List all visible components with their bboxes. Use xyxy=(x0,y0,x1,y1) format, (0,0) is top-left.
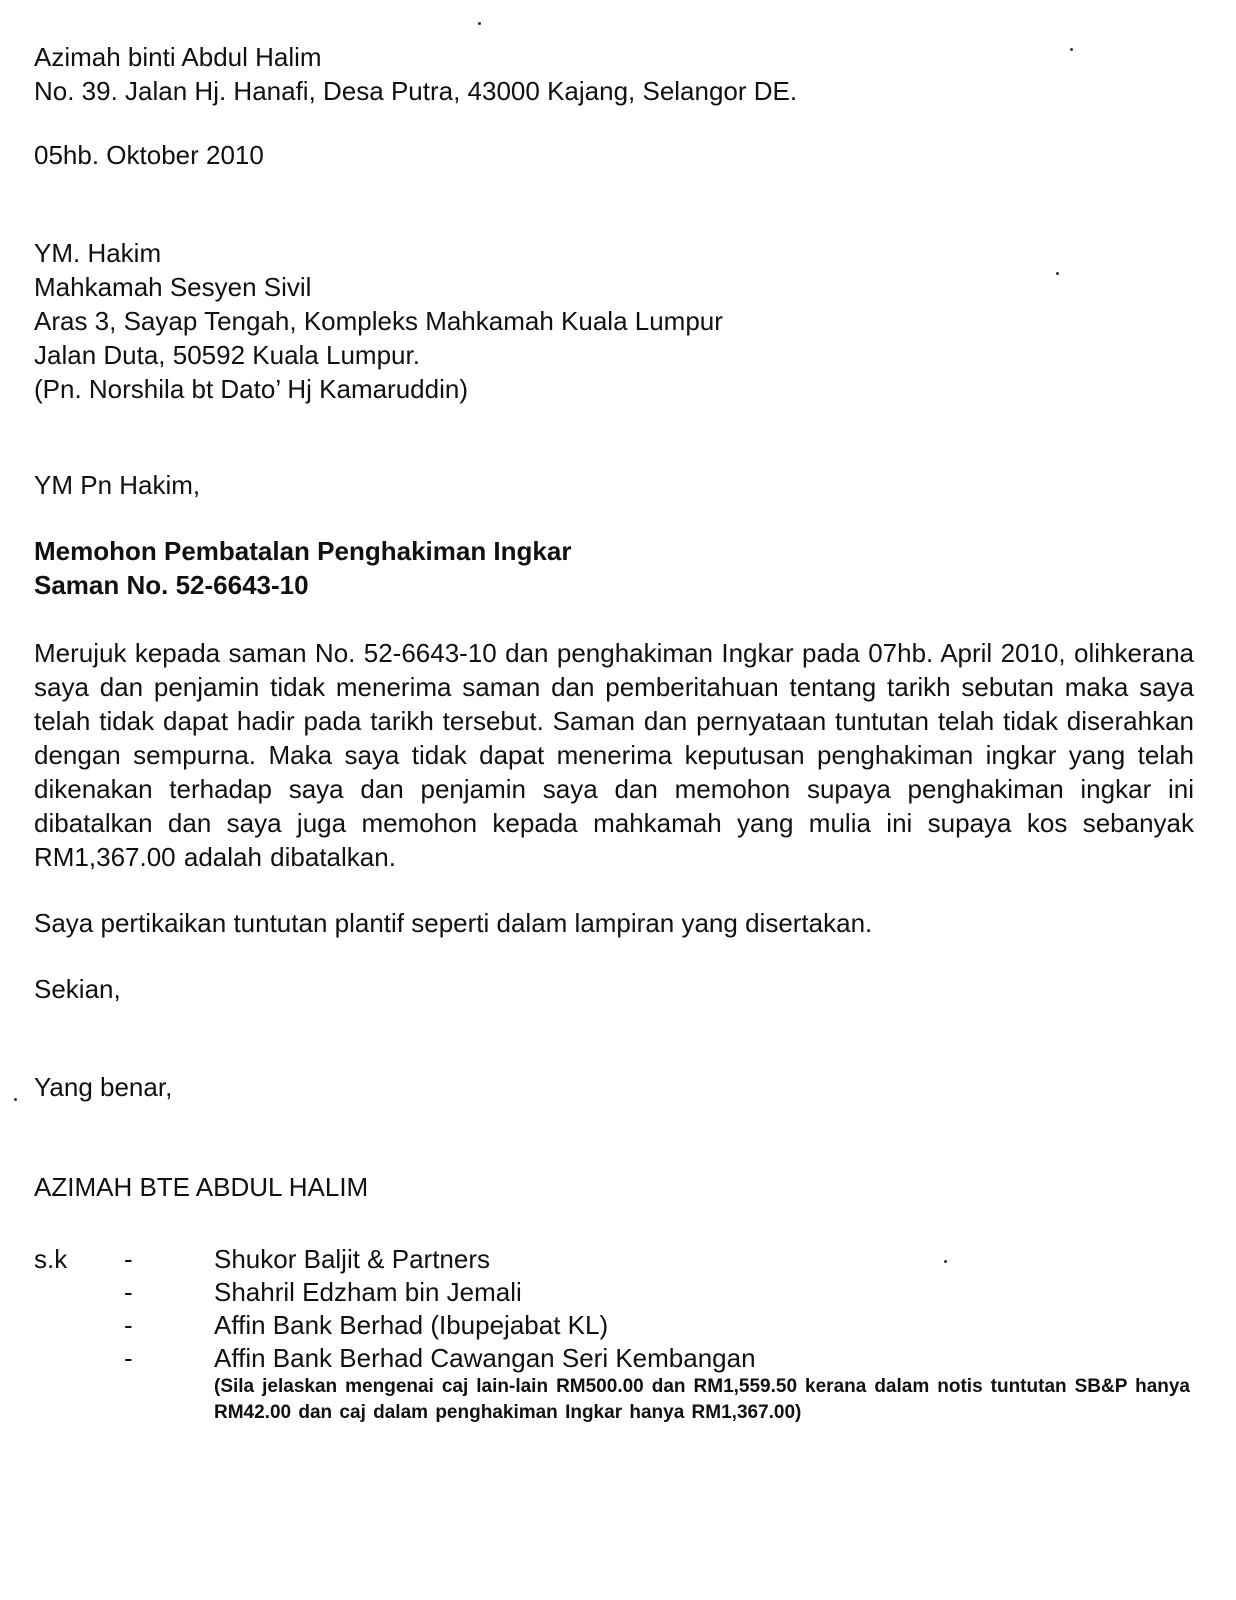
body-paragraph-1: Merujuk kepada saman No. 52-6643-10 dan penghakiman Ingkar pada 07hb. April 2010, olihkerana saya dan penjamin tidak menerima saman dan pemberitahuan tentang tarikh sebutan maka saya telah tidak dapat hadir pada tarikh tersebut. Saman dan pernyataan tuntutan telah tidak diserahkan dengan sempurna. Maka saya tidak dapat menerima keputusan penghakiman ingkar yang telah dikenakan terhadap saya dan penjamin saya dan memohon supaya penghakiman ingkar ini dibatalkan dan saya juga memohon kepada mahkamah yang mulia ini supaya kos sebanyak RM1,367.00 adalah dibatalkan. xyxy=(34,638,1194,872)
sender-name: Azimah binti Abdul Halim xyxy=(34,42,322,72)
recipient-block xyxy=(34,236,1194,406)
cc-recipient: Shukor Baljit & Partners xyxy=(214,1243,491,1274)
recipient-court: Mahkamah Sesyen Sivil xyxy=(34,272,312,302)
cc-recipient: Shahril Edzham bin Jemali xyxy=(214,1276,522,1307)
scan-speck xyxy=(1056,272,1059,275)
sender-block xyxy=(34,40,1194,108)
cc-dash: - xyxy=(124,1276,133,1307)
recipient-address-1: Aras 3, Sayap Tengah, Kompleks Mahkamah Kuala Lumpur xyxy=(34,306,723,336)
cc-label: s.k xyxy=(34,1243,68,1274)
valediction: Yang benar, xyxy=(34,1072,173,1102)
signature-name: AZIMAH BTE ABDUL HALIM xyxy=(34,1172,369,1202)
cc-recipient: Affin Bank Berhad Cawangan Seri Kembangan xyxy=(214,1342,756,1373)
cc-row xyxy=(34,1341,1194,1374)
cc-dash: - xyxy=(124,1243,133,1274)
recipient-title: YM. Hakim xyxy=(34,238,162,268)
subject-heading xyxy=(34,534,1194,602)
scan-speck xyxy=(944,1260,947,1263)
cc-note: (Sila jelaskan mengenai caj lain-lain RM500.00 dan RM1,559.50 kerana dalam notis tuntutan SB&P hanya RM42.00 dan caj dalam penghakiman Ingkar hanya RM1,367.00) xyxy=(214,1376,1190,1423)
cc-row xyxy=(34,1242,1194,1275)
scan-speck xyxy=(14,1098,17,1101)
scan-speck xyxy=(1070,48,1073,51)
closing: Sekian, xyxy=(34,974,121,1004)
salutation: YM Pn Hakim, xyxy=(34,470,201,500)
cc-row xyxy=(34,1308,1194,1341)
cc-recipient: Affin Bank Berhad (Ibupejabat KL) xyxy=(214,1309,609,1340)
body-paragraph-2: Saya pertikaikan tuntutan plantif seperti dalam lampiran yang disertakan. xyxy=(34,908,873,938)
subject-line-2: Saman No. 52-6643-10 xyxy=(34,570,309,600)
cc-dash: - xyxy=(124,1342,133,1373)
scan-speck xyxy=(478,22,481,25)
letter-page xyxy=(34,40,1194,1426)
recipient-attention: (Pn. Norshila bt Dato’ Hj Kamaruddin) xyxy=(34,374,468,404)
subject-line-1: Memohon Pembatalan Penghakiman Ingkar xyxy=(34,536,572,566)
cc-row xyxy=(34,1275,1194,1308)
recipient-address-2: Jalan Duta, 50592 Kuala Lumpur. xyxy=(34,340,420,370)
letter-date: 05hb. Oktober 2010 xyxy=(34,140,264,170)
sender-address: No. 39. Jalan Hj. Hanafi, Desa Putra, 43000 Kajang, Selangor DE. xyxy=(34,76,798,106)
cc-list xyxy=(34,1242,1194,1426)
cc-dash: - xyxy=(124,1309,133,1340)
